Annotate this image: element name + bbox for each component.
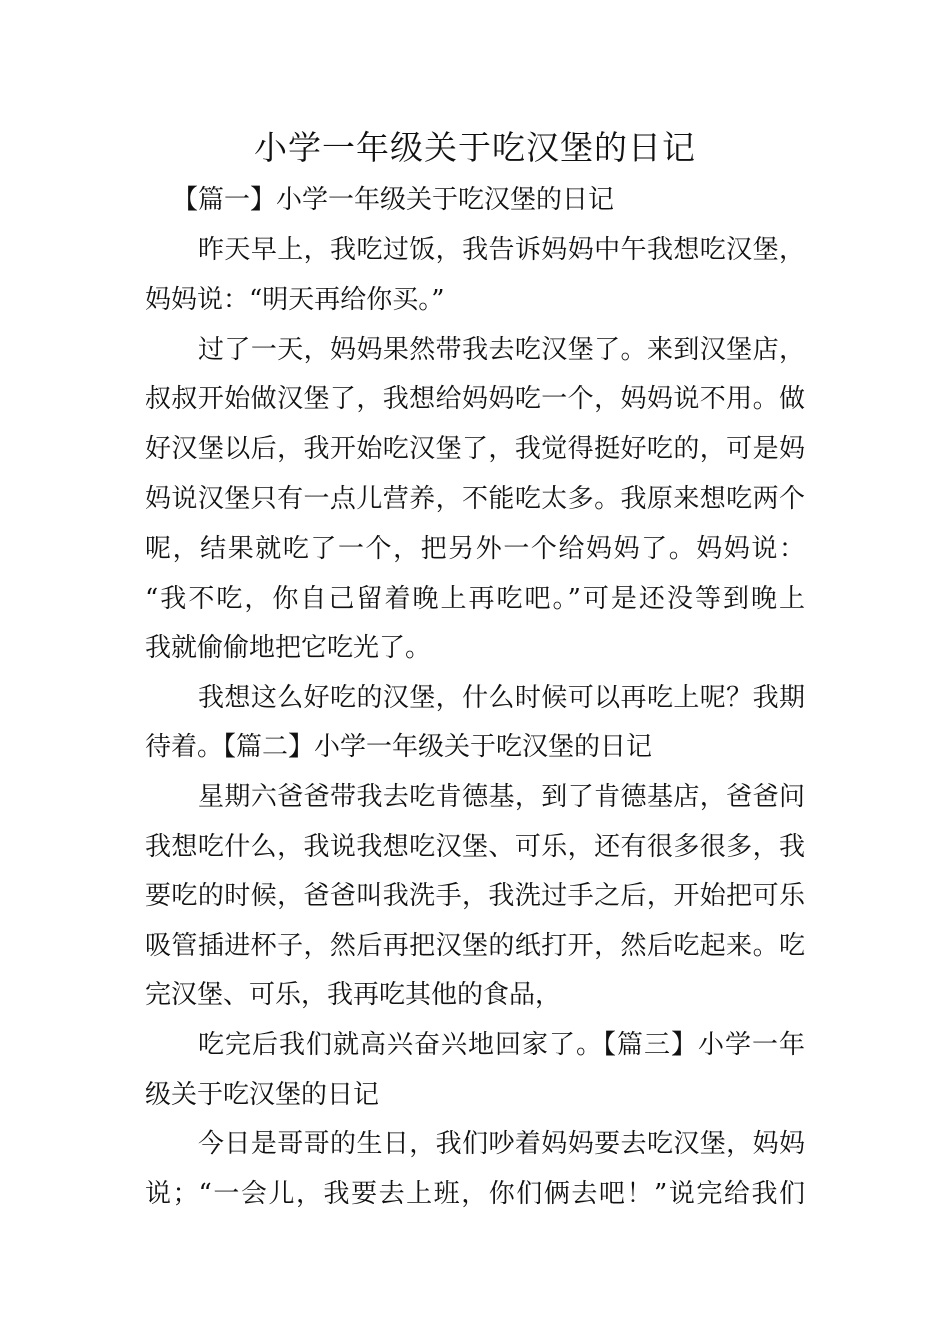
text-line: 妈说汉堡只有一点儿营养，不能吃太多。我原来想吃两个	[145, 484, 805, 514]
text-line: 好汉堡以后，我开始吃汉堡了，我觉得挺好吃的，可是妈	[145, 434, 805, 464]
text-line: 妈妈说：“明天再给你买。”	[145, 285, 445, 315]
text-line: 过了一天，妈妈果然带我去吃汉堡了。来到汉堡店，	[198, 335, 805, 365]
text-line: 要吃的时候，爸爸叫我洗手，我洗过手之后，开始把可乐	[145, 881, 805, 911]
text-line: 呢，结果就吃了一个，把另外一个给妈妈了。妈妈说：	[145, 534, 805, 564]
text-line: 完汉堡、可乐，我再吃其他的食品，	[145, 980, 562, 1010]
text-line: 吃完后我们就高兴奋兴地回家了。【篇三】小学一年	[198, 1030, 805, 1060]
text-line: 我想吃什么，我说我想吃汉堡、可乐，还有很多很多，我	[145, 832, 805, 862]
text-line: “我不吃，你自己留着晚上再吃吧。”可是还没等到晚上	[145, 584, 805, 614]
text-line: 叔叔开始做汉堡了，我想给妈妈吃一个，妈妈说不用。做	[145, 384, 805, 414]
document-title: 小学一年级关于吃汉堡的日记	[254, 128, 696, 167]
text-line: 星期六爸爸带我去吃肯德基，到了肯德基店，爸爸问	[198, 782, 805, 812]
text-line: 我想这么好吃的汉堡，什么时候可以再吃上呢？我期	[198, 683, 805, 713]
text-line: 说；“一会儿，我要去上班，你们俩去吧！”说完给我们	[145, 1179, 805, 1209]
text-line: 昨天早上，我吃过饭，我告诉妈妈中午我想吃汉堡，	[198, 235, 805, 265]
text-line: 今日是哥哥的生日，我们吵着妈妈要去吃汉堡，妈妈	[198, 1129, 805, 1159]
text-line: 吸管插进杯子，然后再把汉堡的纸打开，然后吃起来。吃	[145, 931, 805, 961]
section-heading-1: 【篇一】小学一年级关于吃汉堡的日记	[172, 185, 615, 215]
text-line: 级关于吃汉堡的日记	[145, 1080, 380, 1110]
text-line: 我就偷偷地把它吃光了。	[145, 633, 432, 663]
text-line: 待着。【篇二】小学一年级关于吃汉堡的日记	[145, 732, 653, 762]
